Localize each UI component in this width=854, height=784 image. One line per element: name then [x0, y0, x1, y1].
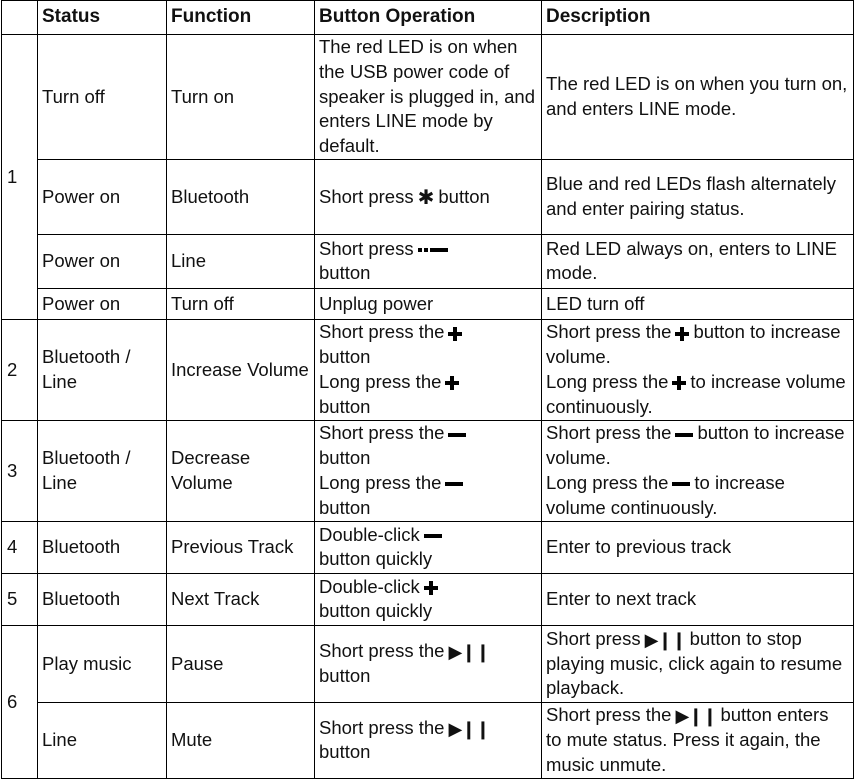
description-text: button to stop playing music, click again to resume playback. — [546, 627, 843, 699]
operation-text: button — [319, 447, 371, 469]
header-number — [2, 1, 38, 35]
operation-text: Short press — [319, 185, 414, 207]
operation-text: button quickly — [319, 548, 433, 570]
table-row — [2, 35, 854, 160]
description-cell — [542, 319, 854, 420]
table-row — [2, 702, 854, 778]
function-cell: Pause — [167, 625, 315, 702]
description-text: Short press the — [546, 321, 672, 343]
operation-text: button — [319, 346, 371, 368]
row-number: 5 — [2, 573, 38, 625]
description-cell — [542, 702, 854, 778]
header-status: Status — [38, 1, 167, 35]
function-cell: Bluetooth — [167, 159, 315, 234]
table-row — [2, 420, 854, 521]
play-pause-icon: ▶❙❙ — [675, 706, 717, 727]
description-text: Long press the — [546, 471, 669, 493]
description-cell: Red LED always on, enters to LINE mode. — [542, 234, 854, 288]
table-row — [2, 625, 854, 702]
description-text: Short press — [546, 627, 641, 649]
operation-cell — [315, 420, 542, 521]
plus-icon — [424, 581, 438, 595]
minus-icon — [675, 433, 693, 437]
plus-icon — [448, 327, 462, 341]
row-number: 1 — [2, 35, 38, 320]
operation-text: button — [319, 262, 371, 284]
play-pause-icon: ▶❙❙ — [448, 718, 490, 739]
operation-text: Double-click — [319, 523, 420, 545]
operation-cell — [315, 702, 542, 778]
operation-text: Short press the — [319, 716, 445, 738]
function-cell: Mute — [167, 702, 315, 778]
plus-icon — [445, 376, 459, 390]
instruction-table — [1, 0, 854, 779]
minus-icon — [672, 482, 690, 486]
header-function: Function — [167, 1, 315, 35]
minus-icon — [445, 482, 463, 486]
status-cell: Turn off — [38, 35, 167, 160]
operation-cell — [315, 159, 542, 234]
description-text: to increase volume continuously. — [546, 370, 846, 417]
status-cell: Power on — [38, 159, 167, 234]
line-in-icon — [418, 246, 448, 254]
status-cell: Bluetooth — [38, 573, 167, 625]
function-cell: Turn on — [167, 35, 315, 160]
description-cell: Enter to previous track — [542, 521, 854, 573]
status-cell: Line — [38, 702, 167, 778]
table-row — [2, 573, 854, 625]
row-number: 6 — [2, 625, 38, 778]
description-text: button to increase volume. — [546, 321, 841, 368]
description-text: button to increase volume. — [546, 422, 845, 469]
operation-text: button — [319, 741, 371, 763]
description-cell: LED turn off — [542, 288, 854, 319]
row-number: 2 — [2, 319, 38, 420]
function-cell: Increase Volume — [167, 319, 315, 420]
operation-text: button quickly — [319, 600, 433, 622]
status-cell: Bluetooth — [38, 521, 167, 573]
operation-cell — [315, 319, 542, 420]
function-cell: Line — [167, 234, 315, 288]
operation-cell — [315, 573, 542, 625]
play-pause-icon: ▶❙❙ — [448, 642, 490, 663]
table-row — [2, 234, 854, 288]
status-cell: Power on — [38, 288, 167, 319]
header-description: Description — [542, 1, 854, 35]
operation-text: button — [319, 664, 371, 686]
operation-text: Short press the — [319, 640, 445, 662]
function-cell: Turn off — [167, 288, 315, 319]
function-cell: Next Track — [167, 573, 315, 625]
description-cell: Blue and red LEDs flash alternately and enter pairing status. — [542, 159, 854, 234]
table-row — [2, 521, 854, 573]
plus-icon — [672, 376, 686, 390]
description-cell: Enter to next track — [542, 573, 854, 625]
operation-cell — [315, 521, 542, 573]
description-cell: The red LED is on when you turn on, and enters LINE mode. — [542, 35, 854, 160]
operation-text: button — [319, 496, 371, 518]
function-cell: Previous Track — [167, 521, 315, 573]
operation-text: Double-click — [319, 575, 420, 597]
function-cell: Decrease Volume — [167, 420, 315, 521]
description-text: Short press the — [546, 704, 672, 726]
operation-cell — [315, 234, 542, 288]
row-number: 4 — [2, 521, 38, 573]
description-text: Long press the — [546, 370, 669, 392]
description-cell — [542, 625, 854, 702]
status-cell: Bluetooth / Line — [38, 420, 167, 521]
status-cell: Bluetooth / Line — [38, 319, 167, 420]
table-row — [2, 319, 854, 420]
minus-icon — [424, 534, 442, 538]
operation-text: Long press the — [319, 370, 442, 392]
description-text: Short press the — [546, 422, 672, 444]
operation-text: Short press — [319, 237, 414, 259]
operation-cell — [315, 625, 542, 702]
row-number: 3 — [2, 420, 38, 521]
operation-text: Short press the — [319, 321, 445, 343]
status-cell: Power on — [38, 234, 167, 288]
operation-cell: The red LED is on when the USB power code of speaker is plugged in, and enters LINE mode by default. — [315, 35, 542, 160]
table-row — [2, 159, 854, 234]
operation-cell: Unplug power — [315, 288, 542, 319]
description-text: to increase volume continuously. — [546, 471, 785, 518]
header-operation: Button Operation — [315, 1, 542, 35]
plus-icon — [675, 327, 689, 341]
table-row — [2, 288, 854, 319]
operation-text: Short press the — [319, 422, 445, 444]
description-text: button enters to mute status. Press it again, the music unmute. — [546, 704, 829, 775]
bluetooth-icon: ✱ — [417, 186, 435, 209]
minus-icon — [448, 433, 466, 437]
status-cell: Play music — [38, 625, 167, 702]
header-row — [2, 1, 854, 35]
description-cell — [542, 420, 854, 521]
operation-text: button — [319, 395, 371, 417]
operation-text: button — [438, 185, 490, 207]
operation-text: Long press the — [319, 471, 442, 493]
play-pause-icon: ▶❙❙ — [644, 629, 686, 650]
